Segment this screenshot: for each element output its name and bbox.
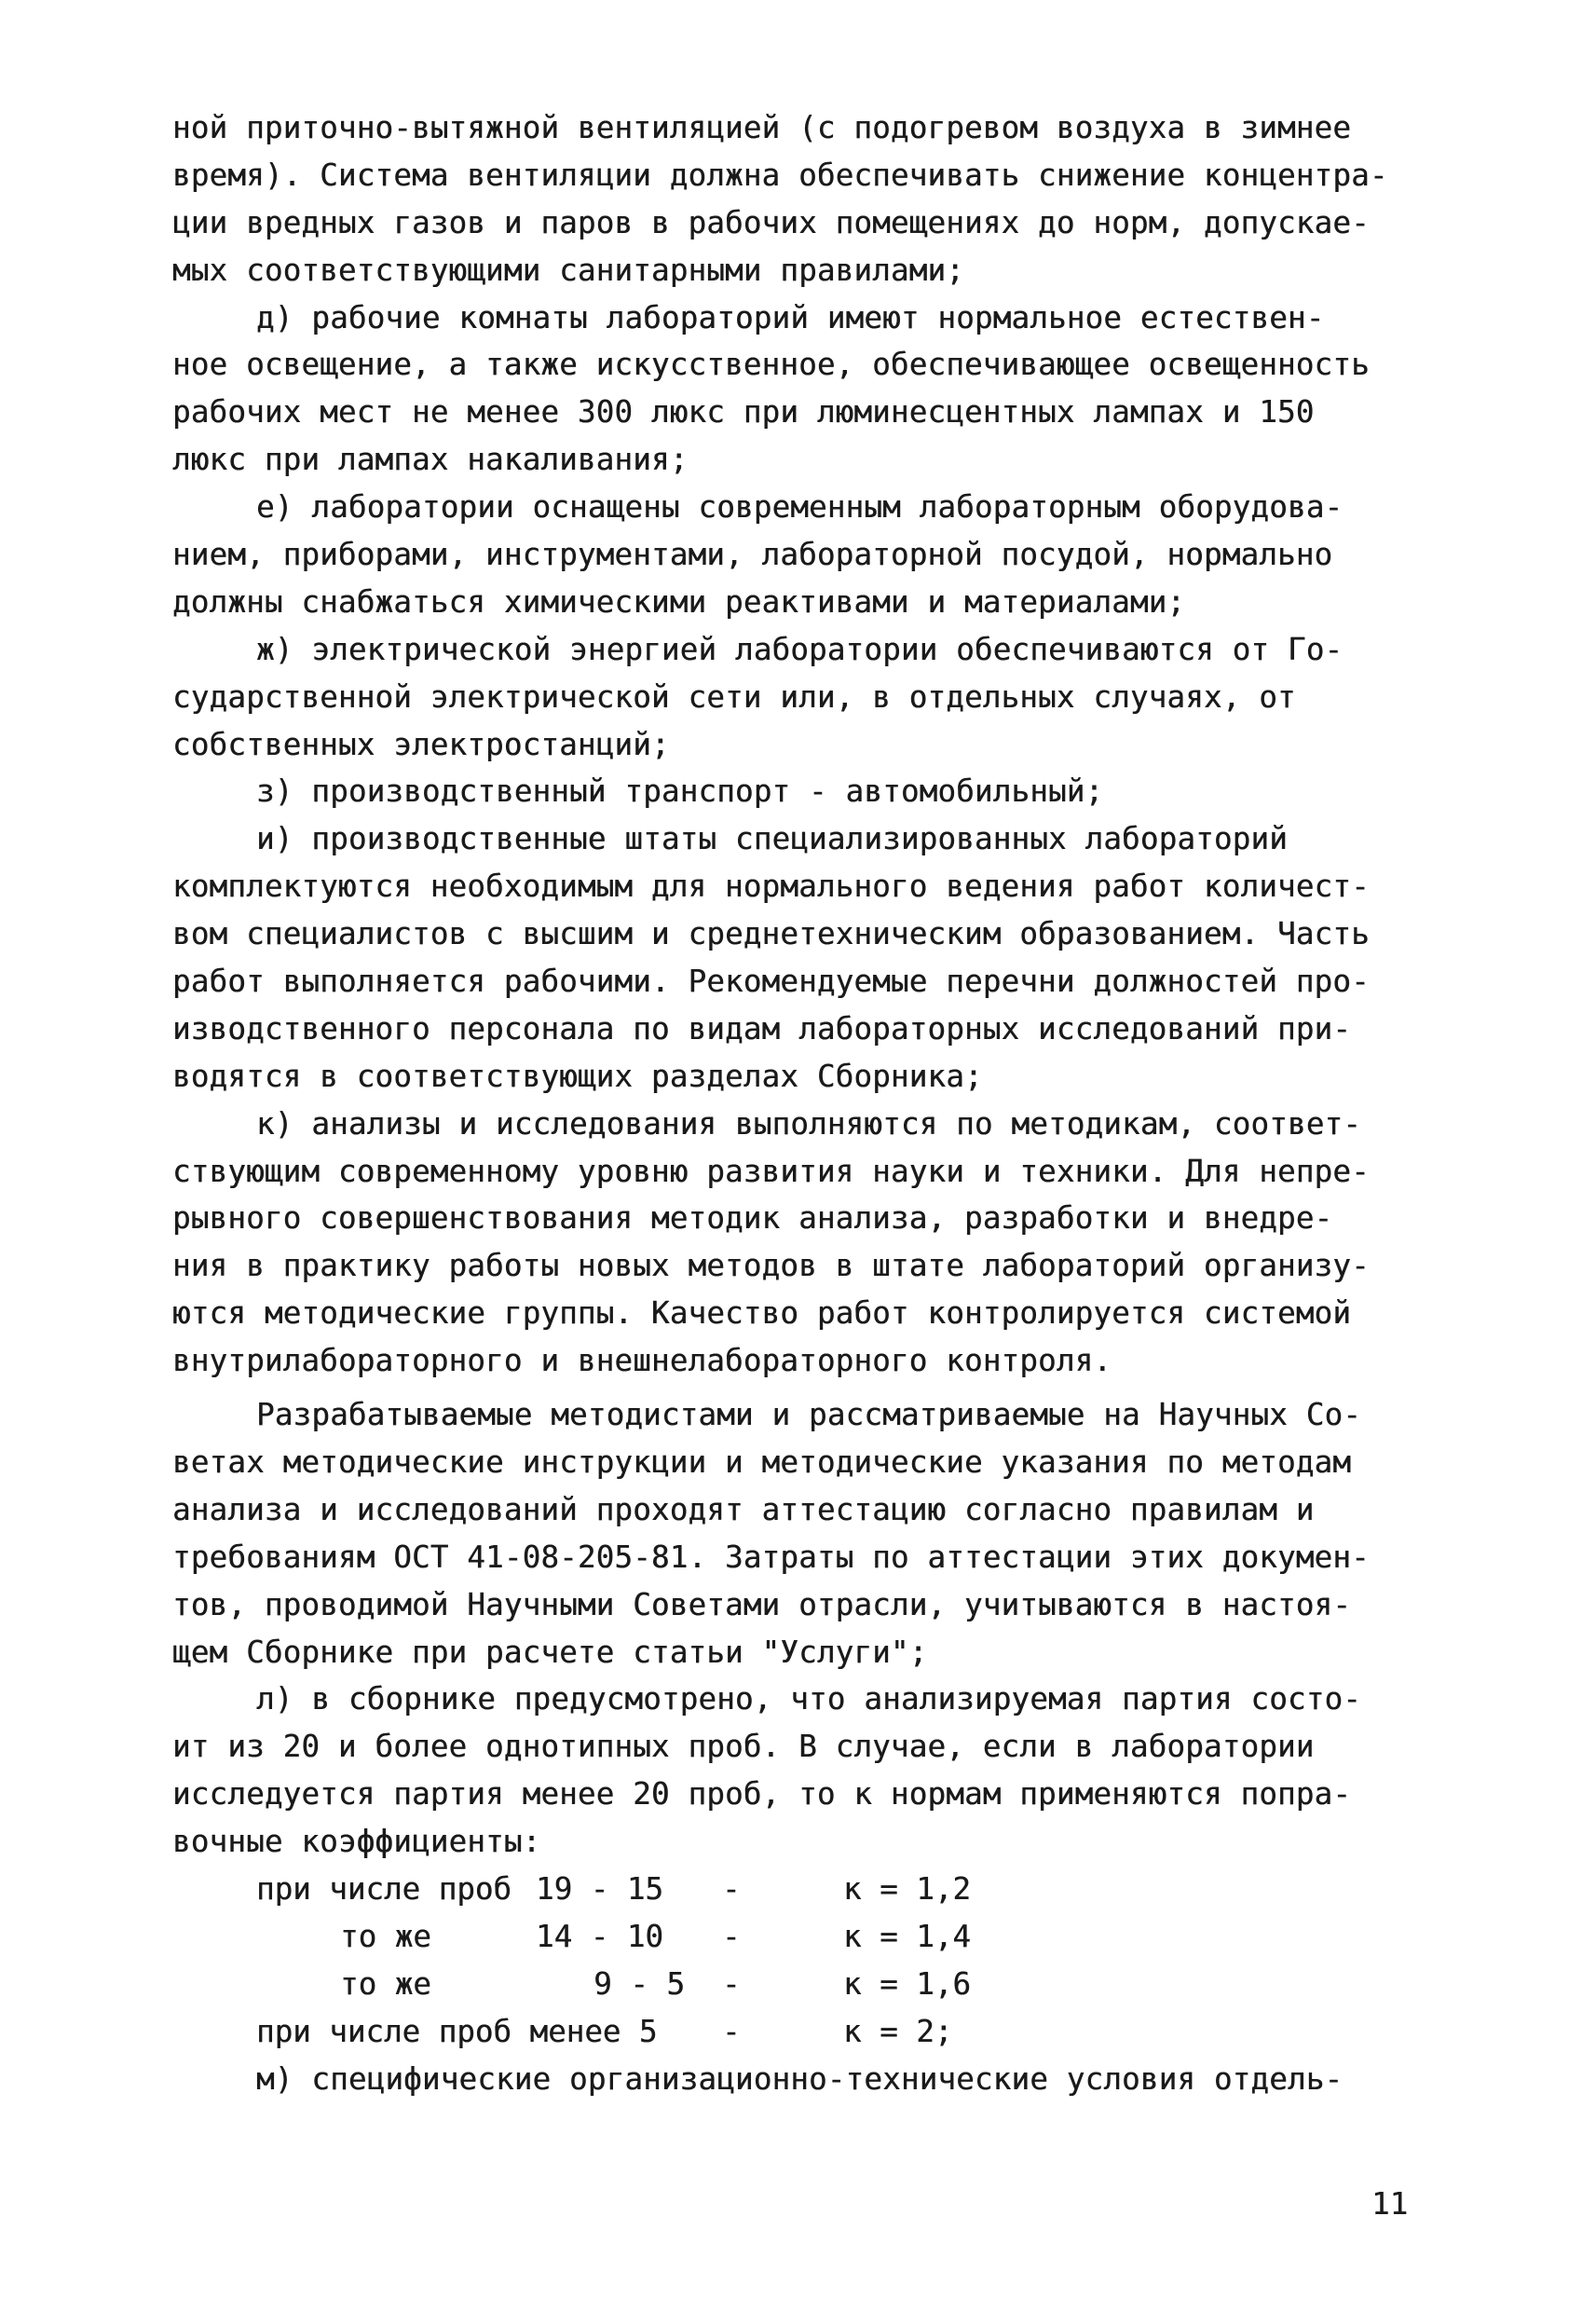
- item-k-line: ния в практику работы новых методов в штате лабораторий организу-: [172, 1248, 1370, 1284]
- methods-paragraph-line: анализа и исследований проходят аттестацию согласно правилам и: [172, 1491, 1315, 1527]
- item-e-line: должны снабжаться химическими реактивами и материалами;: [172, 583, 1186, 620]
- coefficient-value: к = 1,2: [843, 1870, 971, 1907]
- coefficient-range: 9 - 5: [593, 1965, 685, 2002]
- methods-paragraph-line: ветах методические инструкции и методические указания по методам: [172, 1443, 1352, 1480]
- coefficient-label: при числе проб менее 5: [256, 2013, 658, 2049]
- methods-paragraph-line: щем Сборнике при расчете статьи "Услуги";: [172, 1634, 928, 1670]
- item-k-line: внутрилабораторного и внешнелабораторного контроля.: [172, 1343, 1112, 1379]
- text-line: ной приточно-вытяжной вентиляцией (с подогревом воздуха в зимнее: [172, 110, 1352, 145]
- item-zh-line: ж) электрической энергией лаборатории обеспечиваются от Го-: [256, 631, 1344, 667]
- item-i-line: вом специалистов с высшим и среднетехническим образованием. Часть: [172, 916, 1370, 952]
- methods-paragraph-line: требованиям ОСТ 41-08-205-81. Затраты по аттестации этих докумен-: [172, 1539, 1370, 1575]
- item-i-line: работ выполняется рабочими. Рекомендуемые перечни должностей про-: [172, 964, 1370, 1000]
- body-text: [172, 104, 1477, 2102]
- item-d-line: рабочих мест не менее 300 люкс при люминесцентных лампах и 150: [172, 394, 1315, 431]
- coefficient-row: [256, 2008, 1477, 2056]
- item-k-line: ствующим современному уровню развития науки и техники. Для непре-: [172, 1153, 1370, 1189]
- text-line: время). Система вентиляции должна обеспечивать снижение концентра-: [172, 157, 1388, 193]
- coefficient-value: к = 1,4: [843, 1918, 971, 1954]
- item-e-line: нием, приборами, инструментами, лабораторной посудой, нормально: [172, 537, 1333, 573]
- page-number: 11: [1371, 2186, 1409, 2222]
- item-zh-line: сударственной электрической сети или, в отдельных случаях, от: [172, 678, 1296, 715]
- item-i-line: водятся в соответствующих разделах Сборника;: [172, 1058, 983, 1094]
- item-e-line: е) лаборатории оснащены современным лабораторным оборудова-: [256, 489, 1344, 526]
- coefficient-dash: -: [722, 1918, 741, 1954]
- coefficient-dash: -: [722, 1870, 741, 1907]
- coefficient-label: то же: [340, 1918, 431, 1954]
- coefficient-range: 14 - 10: [536, 1918, 663, 1954]
- coefficient-row: [256, 1961, 1477, 2008]
- item-k-line: рывного совершенствования методик анализа, разработки и внедре-: [172, 1200, 1333, 1237]
- coefficient-row: [256, 1913, 1477, 1961]
- item-k-line: к) анализы и исследования выполняются по методикам, соответ-: [256, 1105, 1361, 1142]
- item-z-line: з) производственный транспорт - автомобильный;: [256, 773, 1104, 810]
- item-i-line: и) производственные штаты специализированных лабораторий: [256, 821, 1288, 857]
- coefficient-label: при числе проб: [256, 1870, 512, 1907]
- item-l-line: л) в сборнике предусмотрено, что анализируемая партия состо-: [256, 1681, 1361, 1717]
- text-line: мых соответствующими санитарными правилами;: [172, 252, 964, 288]
- item-d-line: ное освещение, а также искусственное, обеспечивающее освещенность: [172, 347, 1370, 383]
- coefficient-dash: -: [722, 2013, 741, 2049]
- coefficient-value: к = 1,6: [843, 1965, 971, 2002]
- item-l-line: исследуется партия менее 20 проб, то к нормам применяются попра-: [172, 1776, 1352, 1813]
- item-l-line: вочные коэффициенты:: [172, 1824, 541, 1860]
- methods-paragraph-line: тов, проводимой Научными Советами отрасли, учитываются в настоя-: [172, 1586, 1352, 1622]
- coefficient-table: [256, 1866, 1477, 2056]
- coefficient-dash: -: [722, 1965, 741, 2002]
- item-i-line: изводственного персонала по видам лабораторных исследований при-: [172, 1010, 1352, 1047]
- item-zh-line: собственных электростанций;: [172, 726, 670, 762]
- item-d-line: д) рабочие комнаты лабораторий имеют нормальное естествен-: [256, 299, 1325, 335]
- item-i-line: комплектуются необходимым для нормального ведения работ количест-: [172, 869, 1370, 905]
- methods-paragraph-line: Разрабатываемые методистами и рассматриваемые на Научных Со-: [256, 1397, 1361, 1433]
- text-line: ции вредных газов и паров в рабочих помещениях до норм, допускае-: [172, 204, 1370, 240]
- coefficient-value: к = 2;: [843, 2013, 953, 2049]
- coefficient-label: то же: [340, 1965, 431, 2002]
- item-k-line: ются методические группы. Качество работ контролируется системой: [172, 1295, 1352, 1332]
- paragraph-gap: [172, 1385, 1477, 1391]
- item-d-line: люкс при лампах накаливания;: [172, 442, 689, 478]
- item-m-line: м) специфические организационно-технические условия отдель-: [256, 2060, 1344, 2097]
- item-l-line: ит из 20 и более однотипных проб. В случае, если в лаборатории: [172, 1729, 1315, 1765]
- coefficient-row: [256, 1866, 1477, 1913]
- coefficient-range: 19 - 15: [536, 1870, 663, 1907]
